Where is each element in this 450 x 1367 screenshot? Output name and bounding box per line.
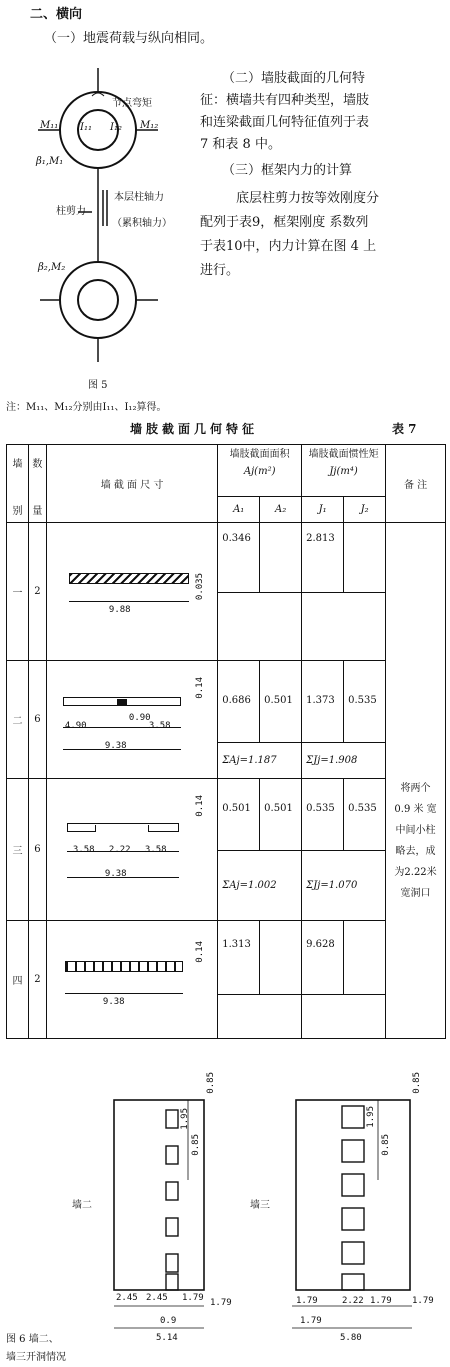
dimension-label: 0.9 [160, 1316, 177, 1326]
cell-sum-a: ΣAj=1.002 [218, 851, 302, 921]
cell-sum-j: ΣJj=1.070 [302, 851, 386, 921]
cell-j1: 2.813 [302, 523, 344, 593]
dimension-label: 1.95 [366, 1106, 376, 1128]
subsection-3-line: 配列于表9，框架刚度 系数列 [200, 215, 369, 230]
wall-count: 6 [28, 661, 46, 779]
dimension-label: 9.88 [108, 605, 131, 615]
subsection-3-title: （三）框架内力的计算 [222, 163, 353, 178]
node-moment-label: 节点弯矩 [112, 98, 152, 109]
cell-j1: 9.628 [302, 921, 344, 995]
header-area: 墙肢截面面积 [229, 449, 290, 460]
header-a1: A₁ [218, 497, 260, 523]
table-7-label: 表 7 [392, 422, 417, 436]
dimension-label: 2.22 [108, 845, 131, 855]
cell-sum-j: ΣJj=1.908 [302, 743, 386, 779]
dimension-label: 0.14 [194, 795, 205, 817]
header-j1: J₁ [302, 497, 344, 523]
dimension-label: 1.79 [412, 1296, 434, 1306]
dimension-label: 9.38 [104, 741, 127, 751]
m12-label: M₁₂ [140, 120, 159, 131]
wall-type: 一 [7, 523, 29, 661]
remark-line: 将两个 [400, 782, 431, 794]
header-a2: A₂ [260, 497, 302, 523]
header-j2: J₂ [344, 497, 386, 523]
dimension-label: 1.79 [296, 1296, 318, 1306]
header-text: 别 [12, 506, 23, 517]
figure-6-caption: 墙三开洞情况 [6, 1352, 66, 1363]
dimension-label: 4.90 [64, 721, 87, 731]
dimension-label: 9.38 [102, 997, 125, 1007]
subsection-1: （一）地震荷载与纵向相同。 [44, 31, 214, 46]
cell-a1: 0.346 [218, 523, 260, 593]
dimension-label: 0.85 [381, 1134, 391, 1156]
wall-type: 二 [7, 661, 29, 779]
dimension-label: 3.58 [148, 721, 171, 731]
subsection-2-title: （二）墙肢截面的几何特 [222, 71, 366, 86]
dimension-label: 5.80 [340, 1333, 362, 1343]
cell-a1: 0.686 [218, 661, 260, 743]
axial-force-label: 本层柱轴力 [114, 192, 164, 203]
cell-j2: 0.535 [344, 779, 386, 851]
header-inertia: 墙肢截面惯性矩 [308, 449, 379, 460]
header-text: 墙 [12, 459, 23, 470]
wall-3-label: 墙三 [250, 1200, 270, 1211]
dimension-label: 0.85 [412, 1072, 422, 1094]
dimension-label: 9.38 [104, 869, 127, 879]
dimension-label: 2.45 [116, 1293, 138, 1303]
cell-a1: 1.313 [218, 921, 260, 995]
dimension-label: 5.14 [156, 1333, 178, 1343]
cell-a2: 0.501 [260, 661, 302, 743]
column-shear-label: 柱剪力 [56, 206, 86, 217]
remark-line: 中间小柱 [395, 824, 436, 836]
dimension-label: 0.035 [194, 573, 205, 601]
header-text: 数 [32, 459, 43, 470]
remark-line: 宽洞口 [400, 887, 431, 899]
remark-line: 0.9 米 宽 [394, 803, 437, 815]
remark-line: 略去，成 [395, 845, 436, 857]
header-inertia-symbol: Jj(m⁴) [329, 466, 358, 477]
dimension-label: 0.90 [128, 713, 151, 723]
m11-label: M₁₁ [40, 120, 59, 131]
cell-a1: 0.501 [218, 779, 260, 851]
figure-5-caption: 图 5 [88, 380, 108, 391]
wall-2-label: 墙二 [72, 1200, 92, 1211]
dimension-label: 0.14 [194, 941, 205, 963]
wall-type: 四 [7, 921, 29, 1039]
subsection-3-line: 于表10中，内力计算在图 4 上 [200, 239, 377, 254]
wall-count: 6 [28, 779, 46, 921]
cell-j2: 0.535 [344, 661, 386, 743]
wall-count: 2 [28, 523, 46, 661]
dimension-label: 0.85 [206, 1072, 216, 1094]
dimension-label: 1.79 [210, 1298, 232, 1308]
subsection-3-line: 底层柱剪力按等效刚度分 [236, 191, 380, 206]
beta2-label: β₂,M₂ [38, 262, 66, 273]
cell-j1: 1.373 [302, 661, 344, 743]
dimension-label: 2.22 [342, 1296, 364, 1306]
dimension-label: 1.79 [300, 1316, 322, 1326]
i12-label: I₁₂ [110, 122, 122, 133]
remark-line: 为2.22米 [394, 866, 437, 878]
header-area-symbol: Aj(m²) [243, 466, 276, 477]
dimension-label: 1.79 [182, 1293, 204, 1303]
cell-j1: 0.535 [302, 779, 344, 851]
subsection-3-line: 进行。 [200, 263, 240, 278]
cumulative-axial-label: （累积轴力） [112, 218, 172, 229]
dimension-label: 0.14 [194, 677, 205, 699]
dimension-label: 0.85 [191, 1134, 201, 1156]
dimension-label: 2.45 [146, 1293, 168, 1303]
header-dimension: 墙 截 面 尺 寸 [46, 445, 217, 523]
dimension-label: 1.95 [180, 1108, 190, 1130]
subsection-2-line: 征：横墙共有四种类型，墙肢 [200, 93, 370, 108]
header-text: 量 [32, 506, 43, 517]
wall-count: 2 [28, 921, 46, 1039]
beta1-label: β₁,M₁ [36, 156, 64, 167]
figure-6-caption: 图 6 墙二、 [6, 1334, 59, 1345]
subsection-2-line: 和连梁截面几何特征值列于表 [200, 115, 370, 130]
header-remark: 备 注 [386, 445, 446, 523]
cell-a2: 0.501 [260, 779, 302, 851]
wall-type: 三 [7, 779, 29, 921]
figure-5-note: 注：M₁₁、M₁₂分别由I₁₁、I₁₂算得。 [6, 402, 167, 413]
table-7-title: 墙肢截面几何特征 [130, 422, 259, 436]
subsection-2-line: 7 和表 8 中。 [200, 137, 281, 152]
cell-sum-a: ΣAj=1.187 [218, 743, 302, 779]
section-heading: 二、横向 [30, 7, 83, 22]
dimension-label: 3.58 [144, 845, 167, 855]
dimension-label: 3.58 [72, 845, 95, 855]
i11-label: I₁₁ [80, 122, 92, 133]
dimension-label: 1.79 [370, 1296, 392, 1306]
